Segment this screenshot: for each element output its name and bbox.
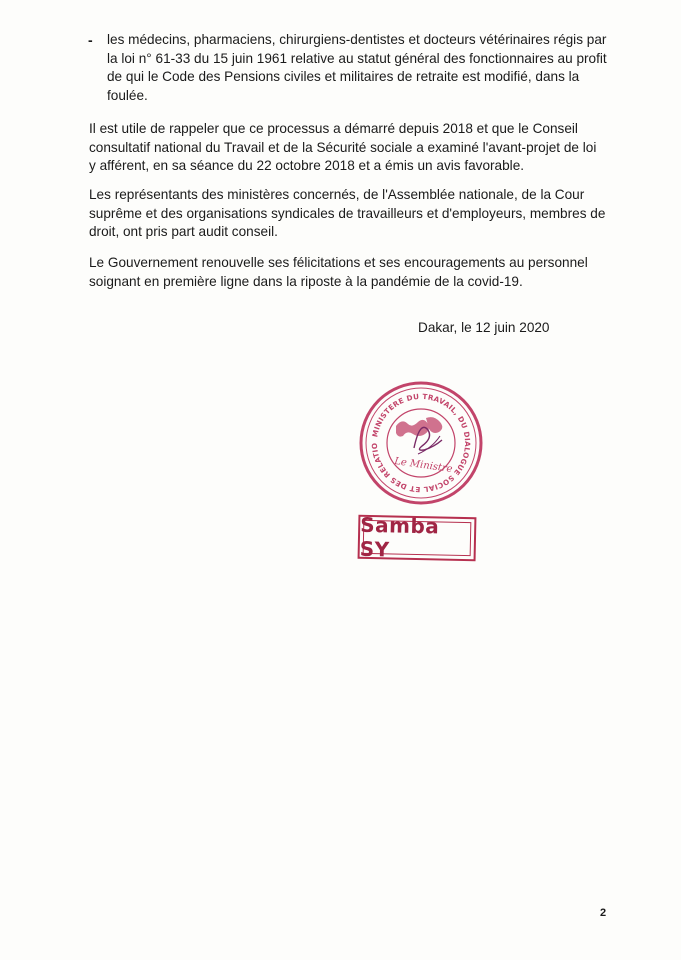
ministry-stamp [356,378,486,513]
place-date: Dakar, le 12 juin 2020 [418,320,550,335]
paragraph-3-line-1: Le Gouvernement renouvelle ses félicitations et ses encouragements au personnel [89,255,588,270]
paragraph-3-line-2: soignant en première ligne dans la riposte à la pandémie de la covid-19. [89,273,523,289]
paragraph-1-line-1: Il est utile de rappeler que ce processus a démarré depuis 2018 et que le Conseil [89,121,578,136]
stamp-ring-text: MINISTERE DU TRAVAIL, DU DIALOGUE SOCIAL ET DES RELATIO [369,391,473,495]
bullet-line-3: de qui le Code des Pensions civiles et militaires de retraite est modifié, dans la [107,69,580,84]
paragraph-1-line-3: y afférent, en sa séance du 22 octobre 2018 et a émis un avis favorable. [89,158,525,173]
paragraph-government [89,254,607,291]
paragraph-2-line-1: Les représentants des ministères concernés, de l'Assemblée nationale, de la Cour [89,187,585,202]
paragraph-1-line-2: consultatif national du Travail et de la Sécurité sociale a examiné l'avant-projet de loi [89,139,597,155]
stamp-center-text: Le Ministre [393,455,454,476]
ministry-seal-icon [356,378,486,508]
bullet-line-2: la loi n° 61-33 du 15 juin 1961 relative au statut général des fonctionnaires au profit [107,50,607,66]
paragraph-process [89,120,607,176]
bullet-line-4: foulée. [107,87,148,103]
bullet-item [107,31,607,105]
signatory-name-stamp [358,512,477,562]
signatory-name: Samba SY [359,512,440,562]
bullet-line-1: les médecins, pharmaciens, chirurgiens-dentistes et docteurs vétérinaires régis par [107,32,607,47]
paragraph-2-line-3: droit, ont pris part audit conseil. [89,224,278,239]
bullet-marker: - [88,32,93,48]
page-number: 2 [600,907,607,919]
paragraph-representatives [89,186,607,242]
paragraph-2-line-2: suprême et des organisations syndicales de travailleurs et d'employeurs, membres de [89,205,606,221]
